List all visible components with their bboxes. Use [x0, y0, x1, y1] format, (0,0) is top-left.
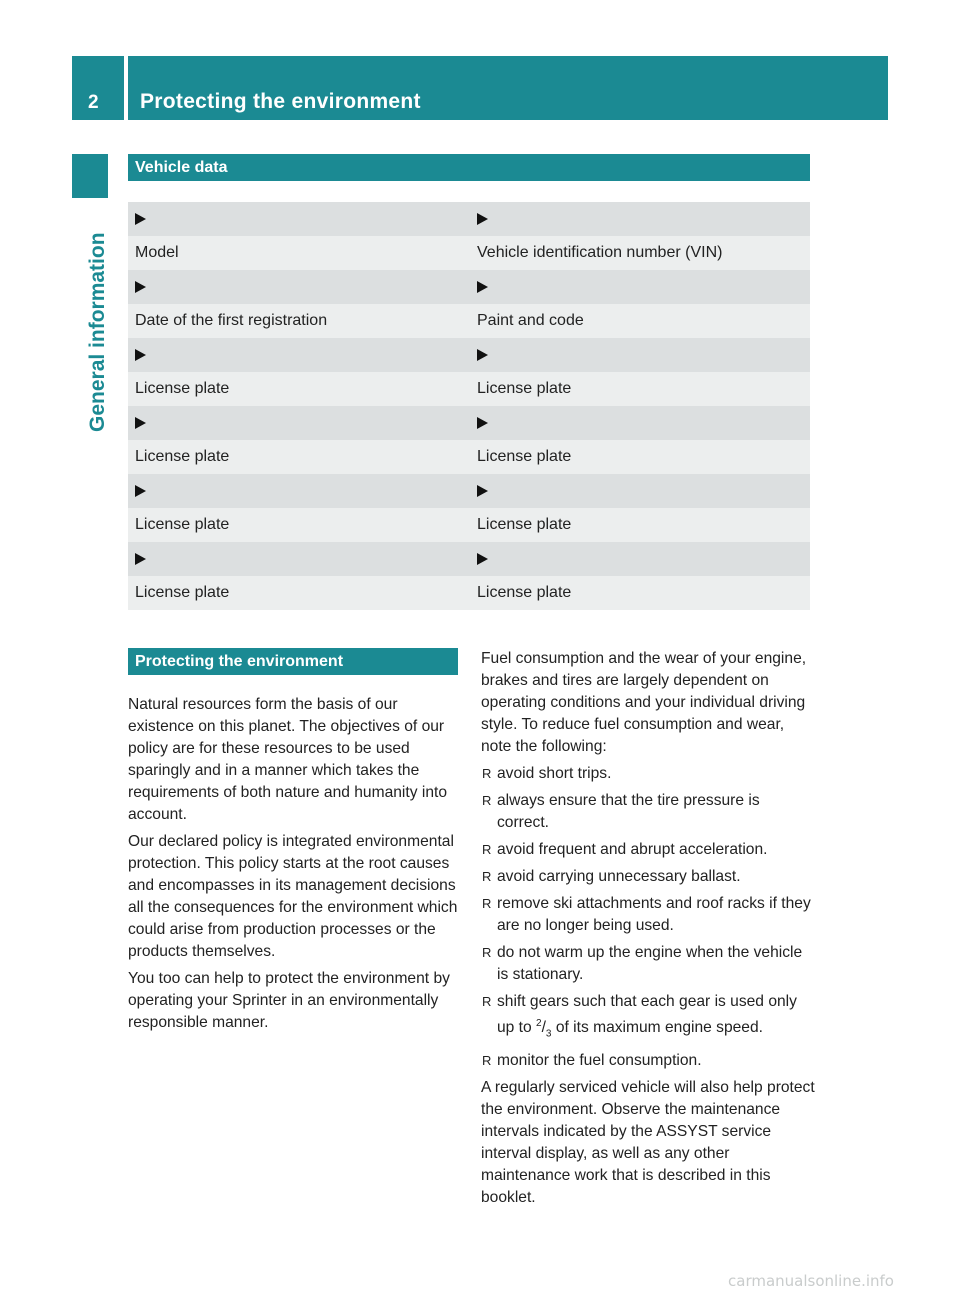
field-label: License plate: [135, 584, 230, 601]
list-item: [481, 839, 815, 861]
list-item: [481, 893, 815, 937]
fraction-slash: /: [541, 1019, 546, 1037]
label-row: [128, 304, 810, 338]
entry-cell[interactable]: [128, 474, 469, 508]
entry-cell[interactable]: [128, 542, 469, 576]
list-item-text: avoid frequent and abrupt acceleration.: [497, 841, 768, 858]
arrow-right-icon: [135, 349, 146, 361]
field-label: Date of the first registration: [135, 312, 328, 329]
arrow-right-icon: [477, 281, 488, 293]
bullet-icon: R: [482, 994, 492, 1009]
list-item: [481, 942, 815, 986]
entry-row: [128, 202, 810, 236]
paragraph: Natural resources form the basis of our existence on this planet. The objectives of our policy are for these resources to be used sparingly and in a manner which takes the requirements of both nature and humanity into account.: [128, 696, 448, 823]
label-row: [128, 508, 810, 542]
list-item-text: avoid short trips.: [497, 765, 612, 782]
label-row: [128, 440, 810, 474]
list-item: [481, 763, 815, 785]
header-divider: [124, 56, 128, 120]
list-item: [481, 790, 815, 834]
entry-cell[interactable]: [469, 542, 810, 576]
paragraph: Fuel consumption and the wear of your engine, brakes and tires are largely dependent on operating conditions and your individual driving style. To reduce fuel consumption and wear, note the following:: [481, 650, 807, 755]
field-label: Vehicle identification number (VIN): [477, 244, 723, 261]
arrow-right-icon: [135, 213, 146, 225]
side-tab-label: General information: [86, 232, 109, 432]
side-tab-marker: [72, 154, 108, 198]
bullet-icon: R: [482, 869, 492, 884]
list-item-text: remove ski attachments and roof racks if they are no longer being used.: [497, 895, 811, 934]
arrow-right-icon: [477, 553, 488, 565]
fraction-numerator: 2: [536, 1018, 542, 1029]
page-title: Protecting the environment: [140, 90, 421, 113]
entry-cell[interactable]: [128, 270, 469, 304]
entry-cell[interactable]: [128, 202, 469, 236]
list-item-text: always ensure that the tire pressure is correct.: [497, 792, 760, 831]
vehicle-data-header: Vehicle data: [128, 154, 810, 181]
list-item-text: monitor the fuel consumption.: [497, 1052, 702, 1070]
field-label: License plate: [135, 516, 230, 533]
entry-cell[interactable]: [469, 270, 810, 304]
list-item: [481, 866, 815, 888]
tips-list: [481, 763, 815, 1072]
bullet-icon: R: [482, 766, 492, 781]
field-label: License plate: [135, 448, 230, 465]
vehicle-data-table: [128, 202, 810, 610]
entry-cell[interactable]: [128, 338, 469, 372]
label-row: [128, 372, 810, 406]
environment-section-header: Protecting the environment: [128, 648, 458, 675]
page-number: 2: [88, 92, 99, 113]
entry-cell[interactable]: [469, 406, 810, 440]
entry-row: [128, 542, 810, 576]
entry-cell[interactable]: [469, 338, 810, 372]
entry-row: [128, 474, 810, 508]
arrow-right-icon: [477, 213, 488, 225]
paragraph: A regularly serviced vehicle will also help protect the environment. Observe the maintenance intervals indicated by the ASSYST service interval display, as well as any other maintenance work that is described in this booklet.: [481, 1079, 815, 1207]
list-item-text: shift gears such that each gear is used only up to: [497, 993, 797, 1037]
side-tab: [82, 196, 122, 436]
entry-row: [128, 338, 810, 372]
arrow-right-icon: [135, 417, 146, 429]
watermark: carmanualsonline.info: [728, 1272, 894, 1290]
environment-left-column: [128, 694, 462, 1039]
bullet-icon: R: [482, 793, 492, 808]
fraction-denominator: 3: [545, 1028, 552, 1040]
arrow-right-icon: [477, 417, 488, 429]
entry-cell[interactable]: [469, 202, 810, 236]
list-item: [481, 991, 815, 1045]
environment-right-column: [481, 648, 815, 1214]
paragraph: You too can help to protect the environment by operating your Sprinter in an environmentally responsible manner.: [128, 970, 450, 1031]
arrow-right-icon: [477, 485, 488, 497]
entry-cell[interactable]: [128, 406, 469, 440]
list-item-text: avoid carrying unnecessary ballast.: [497, 868, 741, 885]
label-row: [128, 236, 810, 270]
bullet-icon: R: [482, 945, 492, 960]
entry-cell[interactable]: [469, 474, 810, 508]
bullet-icon: R: [482, 896, 492, 911]
arrow-right-icon: [477, 349, 488, 361]
field-label: License plate: [477, 516, 572, 533]
label-row: [128, 576, 810, 610]
field-label: License plate: [135, 380, 230, 397]
entry-row: [128, 406, 810, 440]
field-label: Paint and code: [477, 312, 584, 329]
list-item: [481, 1050, 815, 1072]
list-item-text: do not warm up the engine when the vehicle is stationary.: [497, 944, 803, 983]
bullet-icon: R: [482, 1053, 492, 1069]
arrow-right-icon: [135, 281, 146, 293]
field-label: License plate: [477, 380, 572, 397]
bullet-icon: R: [482, 842, 492, 857]
field-label: Model: [135, 244, 179, 261]
arrow-right-icon: [135, 485, 146, 497]
arrow-right-icon: [135, 553, 146, 565]
paragraph: Our declared policy is integrated environmental protection. This policy starts at the root causes and encompasses in its management decisions all the consequences for the environment which could arise from production processes or the products themselves.: [128, 833, 458, 960]
entry-row: [128, 270, 810, 304]
list-item-text: of its maximum engine speed.: [551, 1019, 763, 1037]
field-label: License plate: [477, 584, 572, 601]
field-label: License plate: [477, 448, 572, 465]
